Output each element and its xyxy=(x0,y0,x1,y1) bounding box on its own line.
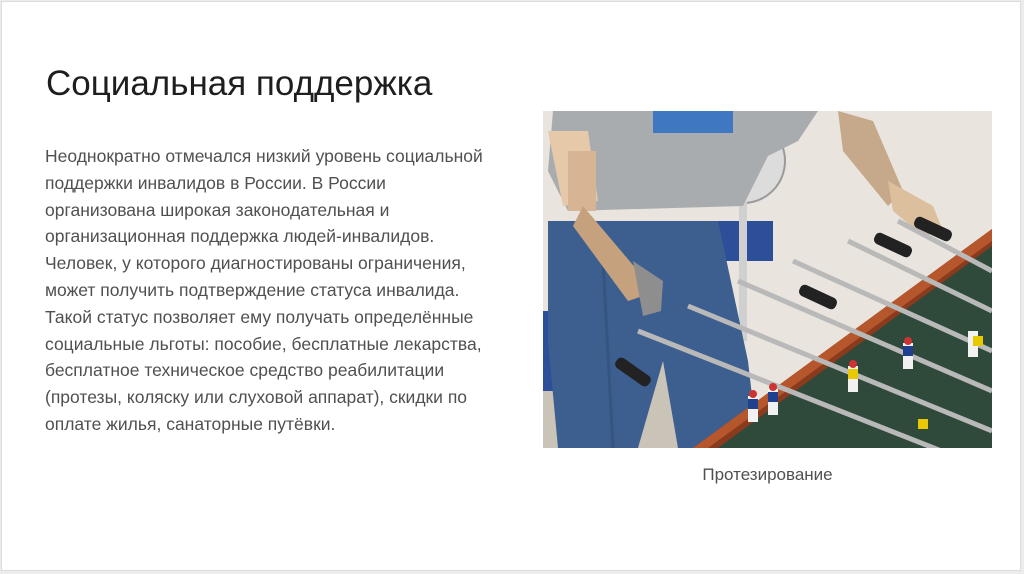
slide xyxy=(1,1,1021,571)
foosball-prosthesis-illustration xyxy=(543,111,992,448)
slide-title: Социальная поддержка xyxy=(46,64,433,103)
prosthetics-photo xyxy=(543,111,992,448)
slide-body-text: Неоднократно отмечался низкий уровень социальной поддержки инвалидов в России. В России организована широкая законодательная и организационная поддержка людей-инвалидов. Человек, у которого диагностированы ограничения, может получить подтверждение статуса инвалида. Такой статус позволяет ему получать определённые социальные льготы: пособие, бесплатные лекарства, бесплатное техническое средство реабилитации (протезы, коляску или слуховой аппарат), скидки по оплате жилья, санаторные путёвки. xyxy=(45,146,483,434)
photo-caption: Протезирование xyxy=(702,465,833,484)
